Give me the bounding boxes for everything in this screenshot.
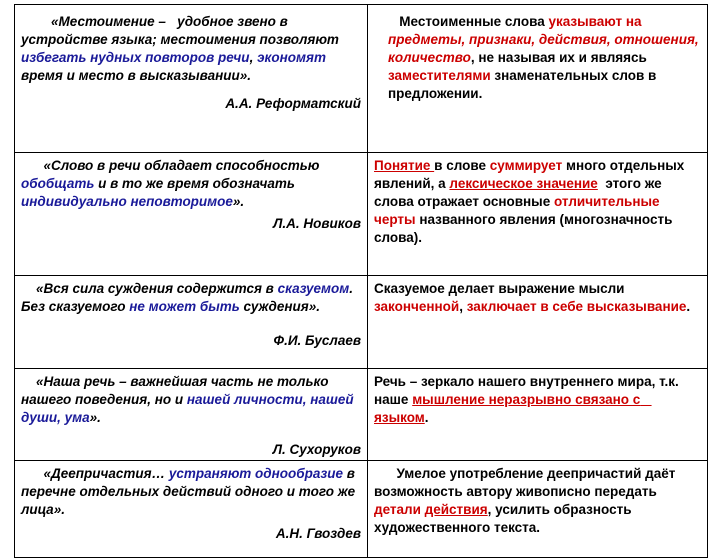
text-segment: сказуемом xyxy=(277,281,350,296)
quote-text xyxy=(21,13,361,85)
text-segment: не может быть xyxy=(129,299,240,314)
text-segment: много отдельных явлений, а xyxy=(374,158,689,191)
text-segment: «Наша речь – важнейшая часть не только нашего поведения, но и xyxy=(21,374,333,407)
text-segment: «Местоимение – удобное звено в устройстве языка; местоимения позволяют xyxy=(21,14,343,47)
text-segment: Речь – зеркало нашего внутреннего мира, т.к. наше xyxy=(374,374,683,407)
quote-author: Ф.И. Буслаев xyxy=(273,333,361,348)
explanation-text xyxy=(374,13,701,103)
text-segment: , усилить образность художественного текста. xyxy=(374,502,636,535)
table-row xyxy=(15,461,708,558)
text-segment: детали xyxy=(374,502,421,517)
text-segment: в слове xyxy=(434,158,490,173)
text-segment: избегать нудных повторов речи xyxy=(21,50,250,65)
quote-author: Л. Сухоруков xyxy=(272,442,361,457)
text-segment: «Деепричастия… xyxy=(21,466,169,481)
text-segment: нашей личности, нашей души, ума xyxy=(21,392,358,425)
quote-author: А.А. Реформатский xyxy=(225,96,361,111)
text-segment: указывают на xyxy=(548,14,642,29)
text-segment: лексическое значение xyxy=(449,176,598,191)
quote-author: Л.А. Новиков xyxy=(273,216,361,231)
text-segment: индивидуально неповторимое xyxy=(21,194,233,209)
text-segment: Понятие xyxy=(374,158,435,173)
text-segment: устраняют однообразие xyxy=(168,466,343,481)
quote-author: А.Н. Гвоздев xyxy=(275,526,361,541)
text-segment: этого же слова отражает основные xyxy=(374,176,666,209)
text-segment: мышление неразрывно связано с языком xyxy=(374,392,652,425)
text-segment: названного явления (многозначность слова). xyxy=(374,212,677,245)
text-segment: и в то же время обозначать xyxy=(94,176,299,191)
text-segment: знаменательных слов в предложении. xyxy=(388,68,661,101)
quotes-table xyxy=(14,4,708,558)
explanation-cell xyxy=(368,5,708,153)
text-segment: , не называя их и являясь xyxy=(470,50,651,65)
text-segment: Местоименные слова xyxy=(388,14,549,29)
text-segment: ». xyxy=(232,194,245,209)
table-row xyxy=(15,153,708,276)
explanation-text xyxy=(374,373,701,427)
text-segment: «Слово в речи обладает способностью xyxy=(21,158,324,173)
table-row xyxy=(15,369,708,461)
text-segment: предметы, признаки, действия, отношения, количество xyxy=(388,32,703,65)
text-segment: суждения». xyxy=(239,299,320,314)
explanation-text xyxy=(374,280,701,316)
text-segment: действия xyxy=(424,502,488,517)
explanation-cell xyxy=(368,461,708,558)
quote-cell xyxy=(15,276,368,369)
explanation-text xyxy=(374,157,701,247)
text-segment: ». xyxy=(89,410,101,425)
text-segment: заключает в себе высказывание xyxy=(466,299,687,314)
text-segment xyxy=(641,14,645,29)
table-row xyxy=(15,5,708,153)
text-segment: отличительные черты xyxy=(374,194,664,227)
text-segment: . xyxy=(424,410,429,425)
quote-cell xyxy=(15,461,368,558)
table-row xyxy=(15,276,708,369)
explanation-cell xyxy=(368,276,708,369)
text-segment: , xyxy=(249,50,258,65)
text-segment: время и место в высказывании». xyxy=(21,50,330,83)
quote-text xyxy=(21,373,361,427)
text-segment: . xyxy=(686,299,691,314)
explanation-text xyxy=(374,465,701,537)
quote-text xyxy=(21,157,361,211)
quote-text xyxy=(21,280,361,316)
text-segment: обобщать xyxy=(21,176,95,191)
text-segment: Сказуемое делает выражение мысли xyxy=(374,281,629,296)
text-segment: в перечне отдельных действий одного и того же лица». xyxy=(21,466,359,517)
text-segment: Умелое употребление деепричастий даёт возможность автору живописно передать xyxy=(374,466,680,499)
text-segment: экономят xyxy=(257,50,326,65)
quote-cell xyxy=(15,369,368,461)
text-segment: «Вся сила суждения содержится в xyxy=(21,281,278,296)
quote-cell xyxy=(15,5,368,153)
text-segment: . Без сказуемого xyxy=(21,281,357,314)
text-segment: , xyxy=(459,299,467,314)
text-segment: законченной xyxy=(374,299,460,314)
explanation-cell xyxy=(368,369,708,461)
explanation-cell xyxy=(368,153,708,276)
quote-text xyxy=(21,465,361,519)
text-segment: заместителями xyxy=(388,68,491,83)
quote-cell xyxy=(15,153,368,276)
text-segment: суммирует xyxy=(489,158,563,173)
